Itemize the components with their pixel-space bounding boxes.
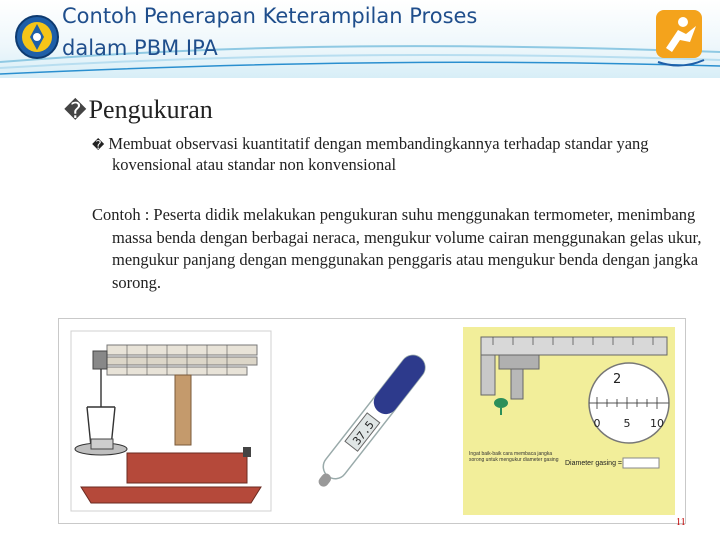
- vernier-caliper-image: [463, 327, 675, 515]
- thermometer-display-text: 37.5: [350, 418, 377, 448]
- slide-title-line-1: Contoh Penerapan Keterampilan Proses: [62, 4, 478, 28]
- caliper-main-scale-number: 2: [613, 372, 622, 387]
- subbullet-text: Membuat observasi kuantitatif dengan membandingkannya terhadap standar yang kovensional atau standar non konvensional: [108, 134, 649, 174]
- tut-wuri-handayani-logo: [14, 10, 60, 64]
- page-number: 11: [676, 517, 686, 528]
- measurement-tools-image: [58, 318, 686, 524]
- example-paragraph: Contoh : Peserta didik melakukan pengukuran suhu menggunakan termometer, menimbang massa benda dengan berbagai neraca, mengukur volume cairan menggunakan gelas ukur, mengukur panjang dengan menggunakan penggaris atau mengukur benda dengan jangka sorong.: [92, 205, 702, 292]
- heading-bullet: �: [64, 98, 87, 123]
- caliper-vernier-label-0: 0: [593, 417, 601, 430]
- digital-thermometer-image: [287, 327, 455, 515]
- caliper-instruction-text: Ingat baik-baik cara membaca jangka sorong untuk mengukur diameter gasing: [469, 451, 559, 463]
- kurikulum-2013-logo: [652, 8, 710, 70]
- heading-text: Pengukuran: [88, 95, 213, 124]
- caliper-vernier-label-5: 5: [623, 417, 631, 430]
- caliper-vernier-label-10: 10: [650, 417, 664, 430]
- subbullet-marker: �: [92, 138, 105, 152]
- caliper-caption: Diameter gasing =: [565, 460, 623, 467]
- section-heading: [64, 95, 213, 125]
- slide-title-line-2: dalam PBM IPA: [62, 36, 218, 60]
- caliper-answer-box: [623, 458, 659, 468]
- subbullet-block: [92, 134, 682, 174]
- triple-beam-balance-image: [67, 327, 275, 515]
